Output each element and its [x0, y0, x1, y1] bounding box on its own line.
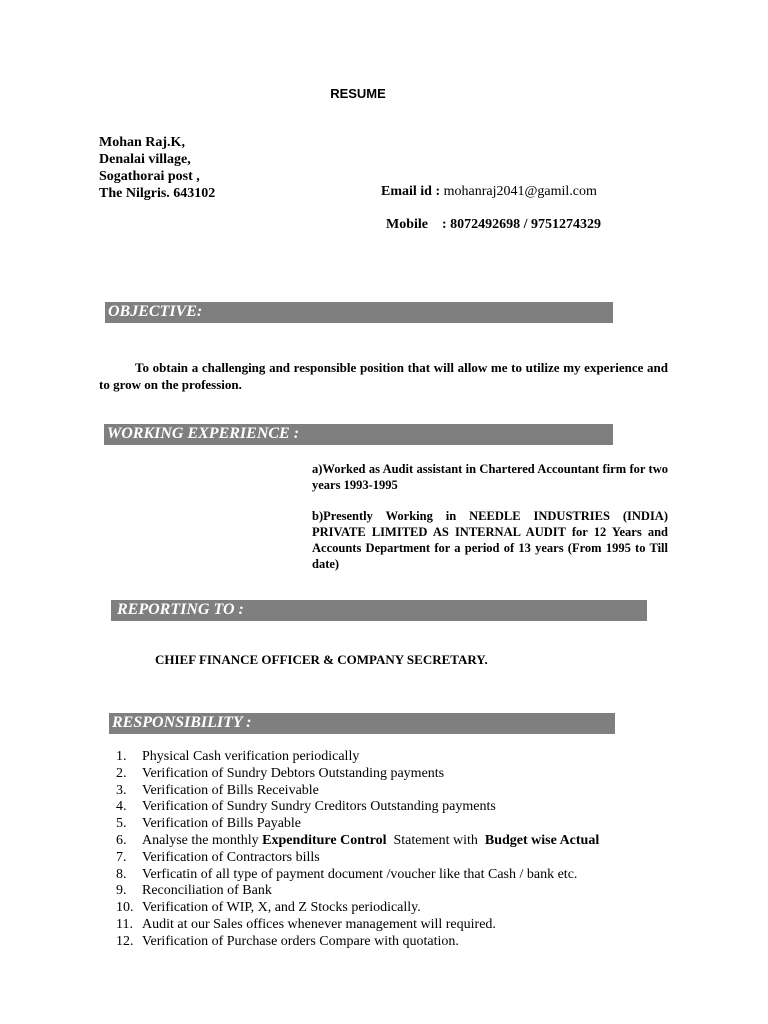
- list-item-text: Verification of Contractors bills: [142, 849, 320, 865]
- experience-item-b: b)Presently Working in NEEDLE INDUSTRIES (INDIA) PRIVATE LIMITED AS INTERNAL AUDIT for 12 Years and Accounts Department for a period of 13 years (From 1995 to Till date): [312, 509, 668, 571]
- list-item: [116, 934, 599, 951]
- list-item-text-bold-1: Expenditure Control: [262, 832, 387, 848]
- list-item-text: Audit at our Sales offices whenever management will required.: [142, 916, 496, 932]
- list-item: [116, 900, 599, 917]
- list-item-text: Verification of WIP, X, and Z Stocks periodically.: [142, 900, 421, 916]
- list-item-text: Verification of Purchase orders Compare with quotation.: [142, 933, 459, 949]
- list-item: [116, 766, 599, 783]
- list-item: [116, 799, 599, 816]
- list-item: [116, 833, 599, 850]
- list-item-text-pre: Analyse the monthly: [142, 832, 263, 848]
- section-header-working-experience: WORKING EXPERIENCE :: [104, 424, 613, 445]
- list-item: [116, 749, 599, 766]
- list-item-number: 9.: [116, 883, 127, 899]
- list-item-text-mid: Statement with: [386, 832, 485, 848]
- list-item-text: Verification of Bills Payable: [142, 816, 302, 832]
- list-item-text: Verficatin of all type of payment document /voucher like that Cash / bank etc.: [142, 866, 578, 882]
- experience-item-a: a)Worked as Audit assistant in Chartered Accountant firm for two years 1993-1995: [312, 462, 668, 492]
- section-header-objective: OBJECTIVE:: [105, 302, 613, 323]
- section-header-reporting-to: REPORTING TO :: [111, 600, 647, 621]
- email-value: mohanraj2041@gamil.com: [443, 184, 597, 199]
- email-line: [381, 184, 597, 200]
- list-item-number: 7.: [116, 849, 127, 865]
- address-block: [99, 134, 215, 202]
- list-item-number: 3.: [116, 782, 127, 798]
- mobile-value: : 8072492698 / 9751274329: [442, 217, 602, 232]
- objective-text: To obtain a challenging and responsible position that will allow me to utilize my experience and to grow on the profession.: [99, 360, 668, 392]
- mobile-line: [386, 217, 601, 233]
- address-line-village: Denalai village,: [99, 152, 191, 167]
- section-header-responsibility: RESPONSIBILITY :: [109, 713, 615, 734]
- responsibility-list: [116, 749, 599, 951]
- list-item-number: 12.: [116, 933, 134, 949]
- address-line-post: Sogathorai post ,: [99, 169, 200, 184]
- list-item: [116, 867, 599, 884]
- list-item-number: 11.: [116, 916, 133, 932]
- list-item: [116, 883, 599, 900]
- document-title: RESUME: [330, 86, 386, 101]
- list-item-text: Reconciliation of Bank: [142, 883, 272, 899]
- list-item: [116, 850, 599, 867]
- address-line-name: Mohan Raj.K,: [99, 135, 185, 150]
- list-item-number: 1.: [116, 749, 127, 764]
- list-item-number: 5.: [116, 816, 127, 832]
- list-item-number: 10.: [116, 900, 134, 916]
- list-item-number: 4.: [116, 799, 127, 815]
- list-item-text: Verification of Bills Receivable: [142, 782, 319, 798]
- mobile-label: Mobile: [386, 217, 428, 232]
- address-line-district: The Nilgris. 643102: [99, 186, 216, 201]
- email-label: Email id :: [381, 184, 441, 199]
- list-item: [116, 816, 599, 833]
- list-item-text-bold-2: Budget wise Actual: [484, 832, 600, 848]
- list-item-text: Physical Cash verification periodically: [142, 749, 360, 764]
- list-item: [116, 783, 599, 800]
- list-item-text: Verification of Sundry Sundry Creditors Outstanding payments: [142, 799, 496, 815]
- reporting-to-text: CHIEF FINANCE OFFICER & COMPANY SECRETARY.: [155, 652, 488, 667]
- list-item-number: 2.: [116, 765, 127, 781]
- list-item-number: 8.: [116, 866, 127, 882]
- list-item-number: 6.: [116, 832, 127, 848]
- list-item: [116, 917, 599, 934]
- list-item-text: Verification of Sundry Debtors Outstanding payments: [142, 765, 445, 781]
